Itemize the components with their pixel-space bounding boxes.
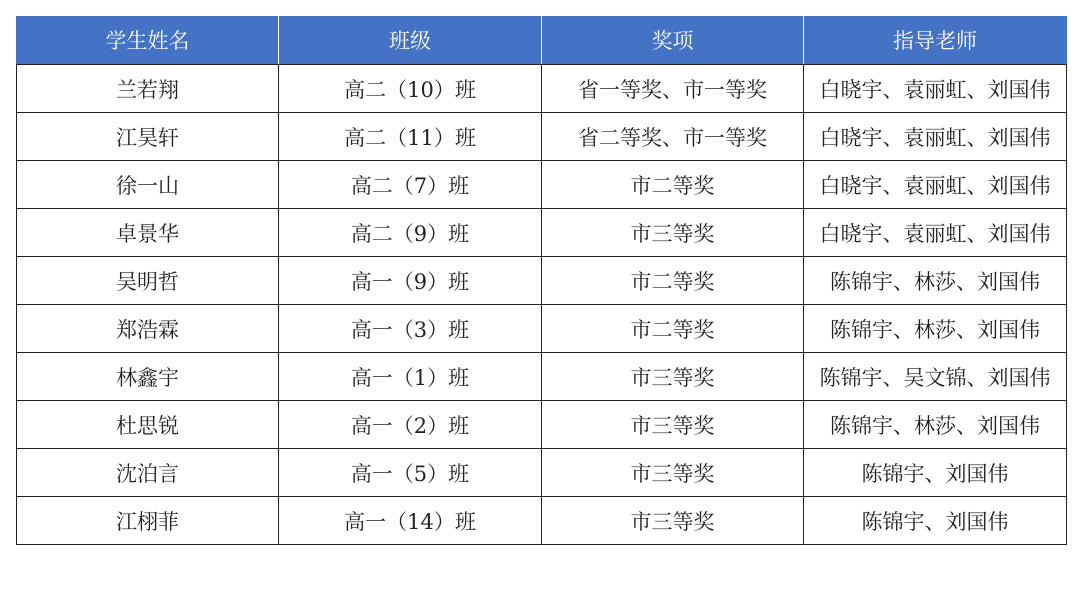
cell-award: 市三等奖 bbox=[542, 497, 804, 545]
cell-student-name: 卓景华 bbox=[17, 209, 279, 257]
header-class: 班级 bbox=[279, 16, 542, 65]
cell-student-name: 江昊轩 bbox=[17, 113, 279, 161]
cell-award: 省一等奖、市一等奖 bbox=[542, 65, 804, 113]
cell-class: 高二（11）班 bbox=[279, 113, 542, 161]
cell-award: 市三等奖 bbox=[542, 209, 804, 257]
table-row bbox=[17, 257, 1067, 305]
awards-table bbox=[16, 16, 1067, 545]
table-row bbox=[17, 209, 1067, 257]
table-row bbox=[17, 305, 1067, 353]
cell-student-name: 江栩菲 bbox=[17, 497, 279, 545]
cell-advisor: 陈锦宇、林莎、刘国伟 bbox=[804, 257, 1067, 305]
table-row bbox=[17, 113, 1067, 161]
table-row bbox=[17, 353, 1067, 401]
cell-advisor: 陈锦宇、林莎、刘国伟 bbox=[804, 401, 1067, 449]
table-row bbox=[17, 497, 1067, 545]
cell-student-name: 杜思锐 bbox=[17, 401, 279, 449]
table-row bbox=[17, 65, 1067, 113]
cell-award: 市三等奖 bbox=[542, 401, 804, 449]
cell-advisor: 陈锦宇、吴文锦、刘国伟 bbox=[804, 353, 1067, 401]
cell-class: 高一（14）班 bbox=[279, 497, 542, 545]
cell-advisor: 白晓宇、袁丽虹、刘国伟 bbox=[804, 161, 1067, 209]
cell-student-name: 林鑫宇 bbox=[17, 353, 279, 401]
cell-class: 高一（3）班 bbox=[279, 305, 542, 353]
cell-student-name: 沈泊言 bbox=[17, 449, 279, 497]
cell-advisor: 陈锦宇、刘国伟 bbox=[804, 449, 1067, 497]
cell-advisor: 白晓宇、袁丽虹、刘国伟 bbox=[804, 65, 1067, 113]
cell-class: 高一（9）班 bbox=[279, 257, 542, 305]
cell-advisor: 白晓宇、袁丽虹、刘国伟 bbox=[804, 209, 1067, 257]
table-row bbox=[17, 161, 1067, 209]
header-award: 奖项 bbox=[542, 16, 804, 65]
header-student-name: 学生姓名 bbox=[17, 16, 279, 65]
cell-award: 市三等奖 bbox=[542, 353, 804, 401]
cell-award: 市二等奖 bbox=[542, 257, 804, 305]
cell-class: 高二（9）班 bbox=[279, 209, 542, 257]
cell-student-name: 吴明哲 bbox=[17, 257, 279, 305]
cell-class: 高二（10）班 bbox=[279, 65, 542, 113]
cell-class: 高一（1）班 bbox=[279, 353, 542, 401]
cell-student-name: 郑浩霖 bbox=[17, 305, 279, 353]
cell-student-name: 兰若翔 bbox=[17, 65, 279, 113]
cell-award: 市二等奖 bbox=[542, 161, 804, 209]
cell-advisor: 白晓宇、袁丽虹、刘国伟 bbox=[804, 113, 1067, 161]
cell-award: 省二等奖、市一等奖 bbox=[542, 113, 804, 161]
table-row bbox=[17, 401, 1067, 449]
cell-award: 市三等奖 bbox=[542, 449, 804, 497]
cell-advisor: 陈锦宇、林莎、刘国伟 bbox=[804, 305, 1067, 353]
cell-advisor: 陈锦宇、刘国伟 bbox=[804, 497, 1067, 545]
header-advisor: 指导老师 bbox=[804, 16, 1067, 65]
table-row bbox=[17, 449, 1067, 497]
cell-student-name: 徐一山 bbox=[17, 161, 279, 209]
cell-class: 高二（7）班 bbox=[279, 161, 542, 209]
awards-table-container bbox=[16, 16, 1066, 545]
cell-class: 高一（2）班 bbox=[279, 401, 542, 449]
cell-award: 市二等奖 bbox=[542, 305, 804, 353]
table-header-row bbox=[17, 16, 1067, 65]
cell-class: 高一（5）班 bbox=[279, 449, 542, 497]
